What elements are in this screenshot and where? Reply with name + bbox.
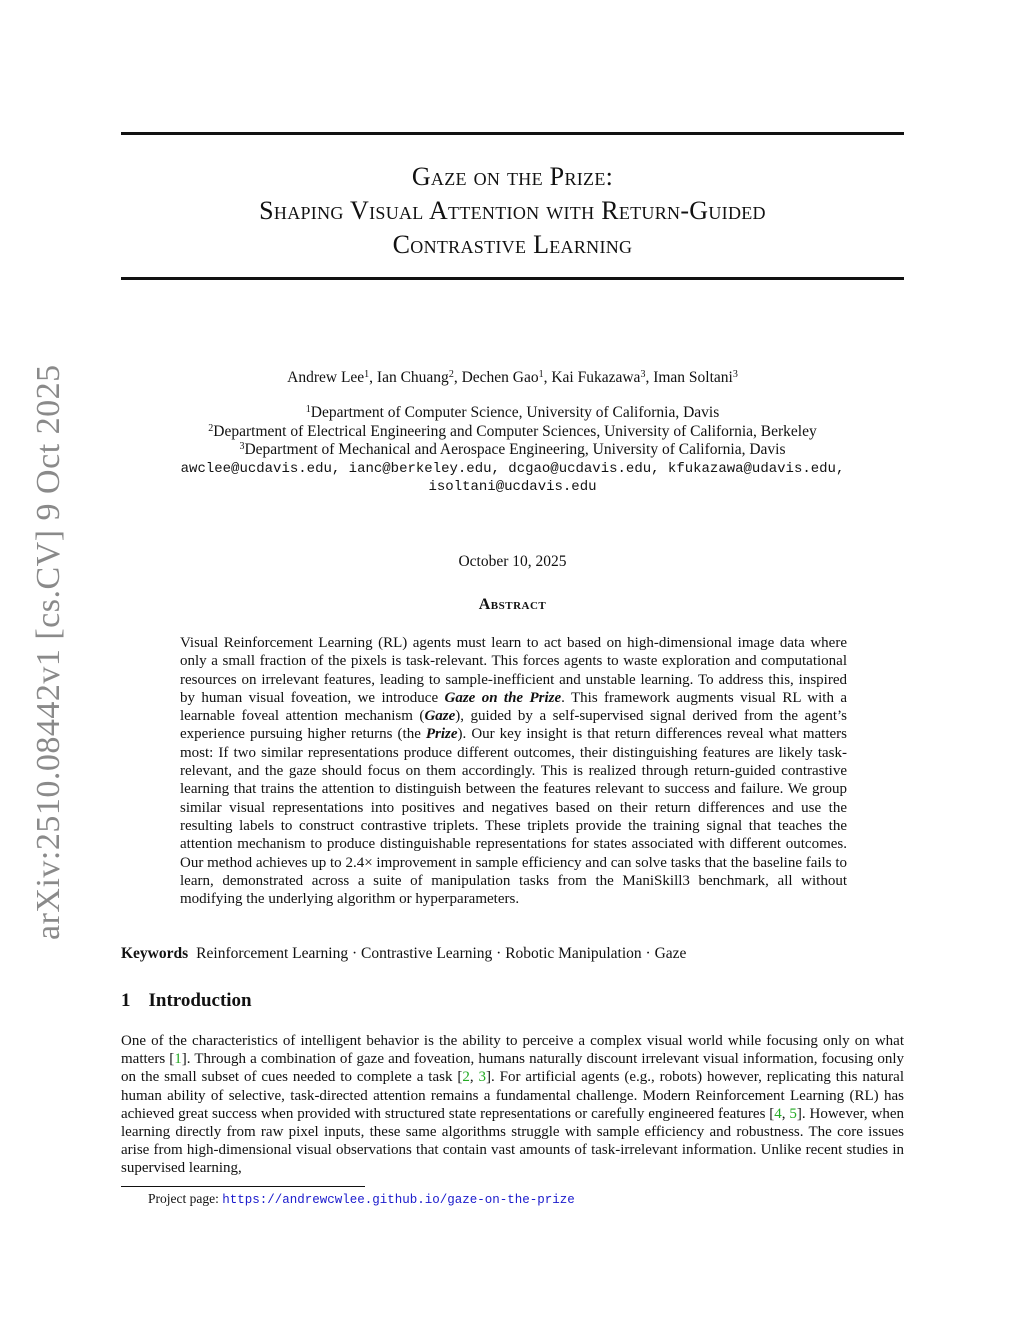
affiliations [121, 404, 904, 497]
author-name: Kai Fukazawa [551, 369, 641, 386]
arxiv-identifier: arXiv:2510.08442v1 [cs.CV] 9 Oct 2025 [30, 364, 67, 940]
author-affiliation-mark: 1 [364, 369, 370, 380]
body-text: ]. For artificial agents (e.g., robots) however, replicating this natural human ability of selective, task-directed attention remains a fundamental challenge. Modern Reinforcement Learning (RL) has achieved great success when provided with structured state representations or carefully engineered features [ [121, 1069, 905, 1122]
author-name: Iman Soltani [653, 369, 733, 386]
abstract-emphasis: Prize [425, 726, 458, 743]
keywords-line [121, 945, 904, 963]
author-affiliation-mark: 3 [732, 369, 738, 380]
project-page-link[interactable]: https://andrewcwlee.github.io/gaze-on-the-prize [222, 1193, 575, 1207]
footnote [148, 1191, 575, 1207]
abstract-text: . This framework augments visual RL with a learnable foveal attention mechanism ( [180, 689, 848, 725]
section-title: Introduction [148, 990, 252, 1011]
section-number: 1 [121, 990, 131, 1011]
citation-link[interactable]: 5 [789, 1105, 797, 1122]
abstract-body [180, 634, 847, 908]
affiliation-line [121, 441, 904, 460]
citation-link[interactable]: 2 [462, 1069, 470, 1086]
affiliation-line [121, 423, 904, 442]
affiliation-line [121, 404, 904, 423]
title-line-3: Contrastive Learning [392, 230, 633, 259]
email-list-line-1[interactable]: awclee@ucdavis.edu, ianc@berkeley.edu, dcgao@ucdavis.edu, kfukazawa@udavis.edu, [180, 460, 845, 477]
body-text: ]. Through a combination of gaze and foveation, humans naturally discount irrelevant visual information, focusing only on the small subset of cues needed to complete a task [ [121, 1051, 904, 1086]
title-line-1: Gaze on the Prize: [411, 162, 614, 191]
body-text: One of the characteristics of intelligent behavior is the ability to perceive a complex visual world while focusing only on what matters [ [121, 1033, 904, 1068]
affiliation-number: 3 [239, 441, 245, 452]
email-list-line-2[interactable]: isoltani@ucdavis.edu [428, 479, 597, 495]
citation-link[interactable]: 1 [174, 1051, 182, 1068]
citation-separator: , [781, 1105, 790, 1122]
abstract-heading: Abstract [478, 596, 547, 613]
section-heading [121, 990, 252, 1012]
author-name: Ian Chuang [376, 369, 449, 386]
affiliation-number: 1 [305, 404, 311, 415]
publication-date: October 10, 2025 [458, 553, 567, 570]
author-name: Andrew Lee [287, 369, 365, 386]
paper-title [121, 160, 904, 262]
author-affiliation-mark: 3 [640, 369, 646, 380]
affiliation-text: Department of Computer Science, University of California, Davis [310, 404, 720, 421]
abstract-text: Visual Reinforcement Learning (RL) agents must learn to act based on high-dimensional image data where only a small fraction of the pixels is task-relevant. This forces agents to waste exploration and computational resources on irrelevant features, leading to sample-inefficient and unstable learning. To address this, inspired by human visual foveation, we introduce [180, 635, 847, 706]
citation-separator: , [469, 1069, 479, 1086]
abstract-text: ), guided by a self-supervised signal derived from the agent’s experience pursuing higher returns (the [180, 708, 848, 743]
affiliation-text: Department of Mechanical and Aerospace Engineering, University of California, Davis [244, 441, 786, 458]
author-affiliation-mark: 1 [538, 369, 544, 380]
author-name: Dechen Gao [461, 369, 539, 386]
title-bottom-rule [121, 277, 904, 280]
title-top-rule [121, 132, 904, 135]
abstract-text: ). Our key insight is that return differences reveal what matters most: If two similar representations produce different outcomes, their distinguishing features are likely task-relevant, and the gaze should focus on them accordingly. This is realized through return-guided contrastive learning that trains the attention to distinguish between the features relevant to success and failure. We group similar visual representations into positives and negatives based on their return differences and use the resulting labels to construct contrastive triplets. These triplets provide the training signal that teaches the attention mechanism to produce distinguishable representations for states associated with different outcomes. Our method achieves up to 2.4× improvement in sample efficiency and can solve tasks that the baseline fails to learn, demonstrated across a suite of manipulation tasks from the ManiSkill3 benchmark, all without modifying the underlying algorithm or hyperparameters. [180, 726, 847, 908]
affiliation-number: 2 [208, 422, 214, 434]
keywords-label: Keywords [121, 945, 189, 962]
title-line-2: Shaping Visual Attention with Return-Guided [259, 196, 766, 225]
citation-link[interactable]: 3 [478, 1069, 487, 1086]
abstract-emphasis: Gaze [424, 708, 456, 725]
footnote-label: Project page: [148, 1191, 223, 1206]
introduction-paragraph [121, 1032, 904, 1178]
body-text: ]. However, when learning directly from raw pixel inputs, these same algorithms struggle with sample efficiency and robustness. The core issues arise from high-dimensional visual observations that contain vast amounts of task-irrelevant information. Unlike recent studies in supervised learning, [121, 1105, 904, 1177]
footnote-rule [121, 1186, 365, 1187]
citation-link[interactable]: 4 [774, 1105, 782, 1122]
keywords-list: Reinforcement Learning · Contrastive Learning · Robotic Manipulation · Gaze [196, 945, 687, 962]
author-list: Andrew Lee$^1$, Ian Chuang$^2$, Dechen Gao$^1$, Kai Fukazawa$^3$, Iman Soltani$^3$ [287, 369, 738, 386]
author-affiliation-mark: 2 [448, 369, 454, 380]
affiliation-text: Department of Electrical Engineering and Computer Sciences, University of California, Berkeley [213, 422, 817, 440]
abstract-emphasis: Gaze on the Prize [444, 689, 562, 706]
